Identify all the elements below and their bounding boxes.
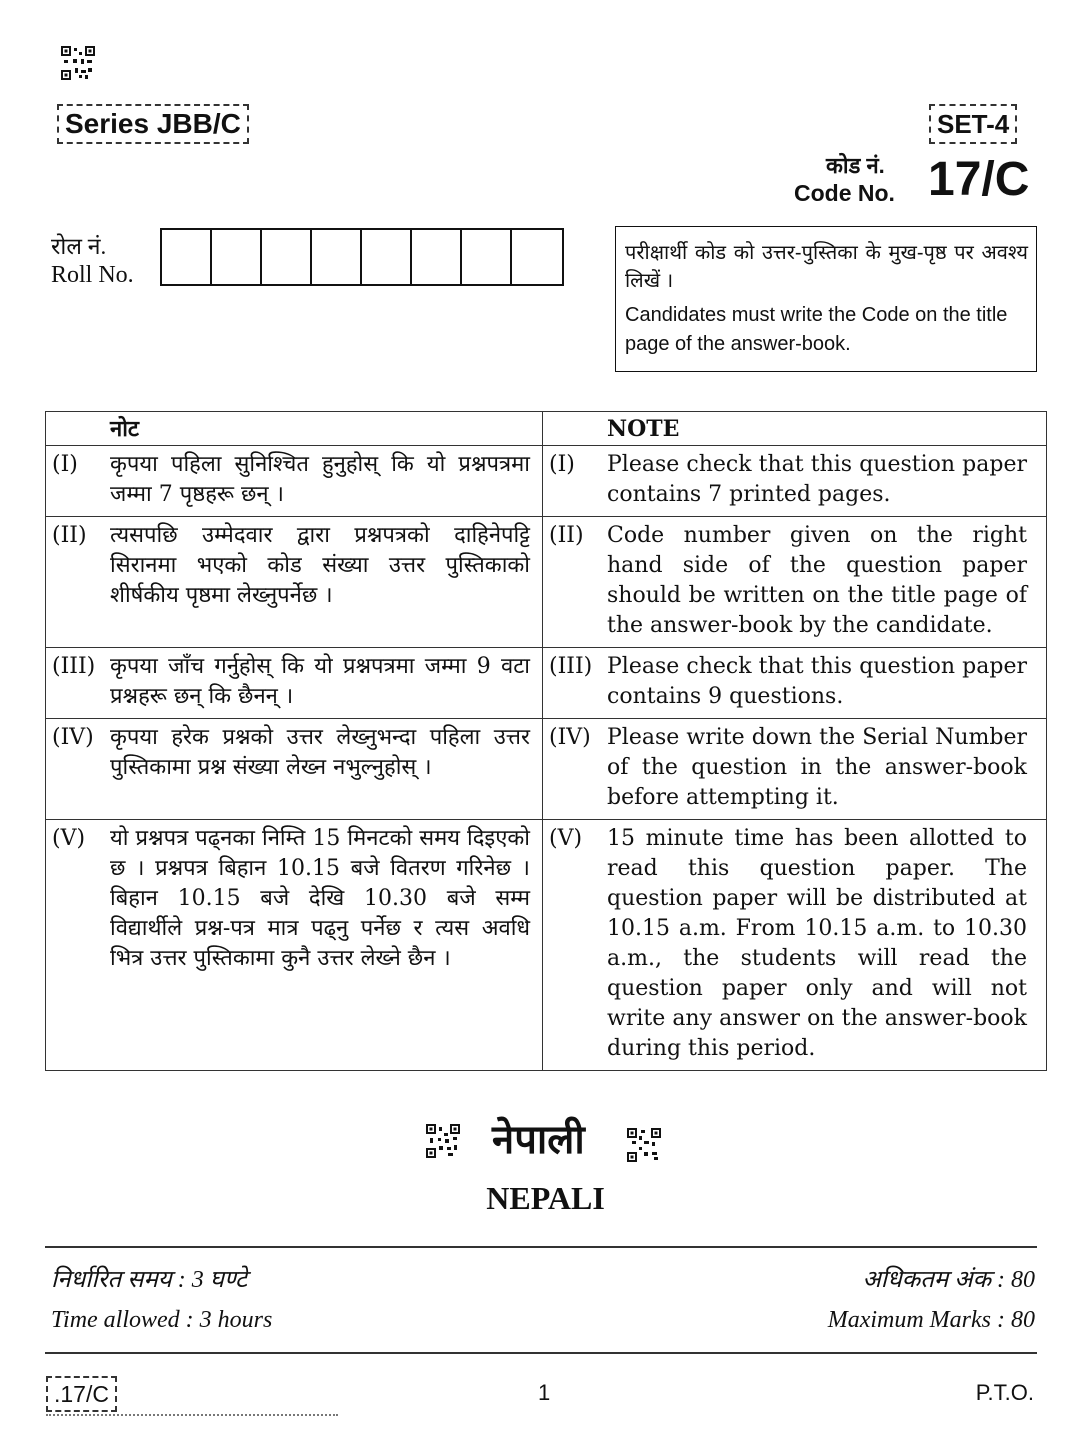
row-num: (I) (549, 452, 575, 477)
table-row (46, 517, 1047, 648)
roll-cell[interactable] (312, 230, 362, 284)
candidate-notice-box (615, 226, 1037, 372)
row-num: (V) (52, 826, 86, 851)
roll-cell[interactable] (412, 230, 462, 284)
notes-table (45, 411, 1047, 1071)
table-row (46, 446, 1047, 517)
roll-cell[interactable] (362, 230, 412, 284)
row-text-hi: यो प्रश्नपत्र पढ्नका निम्ति 15 मिनटको समय दिइएको छ । प्रश्नपत्र बिहान 10.15 बजे वितरण गरिनेछ । बिहान 10.15 बजे देखि 10.30 बजे सम्म विद्यार्थीले प्रश्न-पत्र मात्र पढ्नु पर्नेछ र त्यस अवधि भित्र उत्तर पुस्तिकामा कुनै उत्तर लेख्ने छैन । (110, 826, 530, 971)
roll-cell[interactable] (462, 230, 512, 284)
row-text-en: Code number given on the right hand side of the question paper should be written on the title page of the answer-book by the candidate. (607, 523, 1027, 638)
roll-cell[interactable] (512, 230, 562, 284)
row-num: (I) (52, 452, 78, 477)
row-text-hi: कृपया हरेक प्रश्नको उत्तर लेख्नुभन्दा पहिला उत्तर पुस्तिकामा प्रश्न संख्या लेख्न नभुल्नुहोस् । (110, 725, 530, 780)
table-row (46, 719, 1047, 820)
qr-code-icon (627, 1128, 661, 1162)
notes-header-row (46, 412, 1047, 446)
table-row (46, 648, 1047, 719)
time-allowed-en: Time allowed : 3 hours (51, 1307, 273, 1333)
page-number: 1 (538, 1380, 551, 1405)
candidate-notice-en: Candidates must write the Code on the title page of the answer-book. (625, 304, 1008, 355)
row-text-hi: कृपया जाँच गर्नुहोस् कि यो प्रश्नपत्रमा जम्मा 9 वटा प्रश्नहरू छन् कि छैनन् । (110, 654, 530, 709)
notes-header-en: NOTE (607, 416, 680, 442)
row-num: (III) (52, 654, 96, 679)
notes-header-hi: नोट (110, 416, 139, 442)
row-text-hi: त्यसपछि उम्मेदवार द्वारा प्रश्नपत्रको दाहिनेपट्टि सिरानमा भएको कोड संख्या उत्तर पुस्तिकाको शीर्षकीय पृष्ठमा लेख्नुपर्नेछ । (110, 523, 530, 608)
code-label-hi: कोड नं. (826, 153, 885, 178)
set-label: SET-4 (929, 104, 1017, 144)
roll-cell[interactable] (212, 230, 262, 284)
max-marks-en: Maximum Marks : 80 (827, 1307, 1035, 1333)
row-num: (V) (549, 826, 583, 851)
roll-label-hi: रोल नं. (51, 234, 107, 259)
max-marks-hi: अधिकतम अंक : 80 (862, 1267, 1035, 1293)
row-text-en: Please check that this question paper contains 7 printed pages. (607, 452, 1027, 507)
qr-code-icon (61, 46, 95, 80)
row-text-hi: कृपया पहिला सुनिश्चित हुनुहोस् कि यो प्रश्नपत्रमा जम्मा 7 पृष्ठहरू छन् । (110, 452, 530, 507)
qr-code-icon (426, 1124, 460, 1158)
subject-title-hi: नेपाली (492, 1116, 585, 1163)
roll-label-en: Roll No. (51, 262, 134, 288)
row-text-en: Please check that this question paper contains 9 questions. (607, 654, 1027, 709)
code-value: 17/C (928, 153, 1030, 206)
roll-cell[interactable] (162, 230, 212, 284)
row-num: (II) (52, 523, 87, 548)
row-num: (IV) (549, 725, 591, 750)
divider (45, 1352, 1037, 1354)
row-num: (II) (549, 523, 584, 548)
series-label: Series JBB/C (57, 104, 249, 144)
footer-microtext-line (46, 1414, 338, 1419)
time-allowed-hi: निर्धारित समय : 3 घण्टे (51, 1267, 248, 1293)
table-row (46, 820, 1047, 1071)
row-text-en: Please write down the Serial Number of the question in the answer-book before attempting it. (607, 725, 1027, 810)
footer-code: .17/C (46, 1376, 117, 1412)
row-text-en: 15 minute time has been allotted to read this question paper. The question paper will be distributed at 10.15 a.m. From 10.15 a.m. to 10.30 a.m., the students will read the question paper only and will not write any answer on the answer-book during this period. (607, 826, 1027, 1061)
code-label-en: Code No. (794, 180, 895, 206)
divider (45, 1246, 1037, 1248)
candidate-notice-hi: परीक्षार्थी कोड को उत्तर-पुस्तिका के मुख-पृष्ठ पर अवश्य लिखें । (625, 242, 1028, 292)
row-num: (III) (549, 654, 593, 679)
roll-number-grid[interactable] (160, 228, 564, 286)
row-num: (IV) (52, 725, 94, 750)
pto-label: P.T.O. (975, 1380, 1034, 1405)
subject-title-en: NEPALI (486, 1180, 605, 1216)
roll-cell[interactable] (262, 230, 312, 284)
